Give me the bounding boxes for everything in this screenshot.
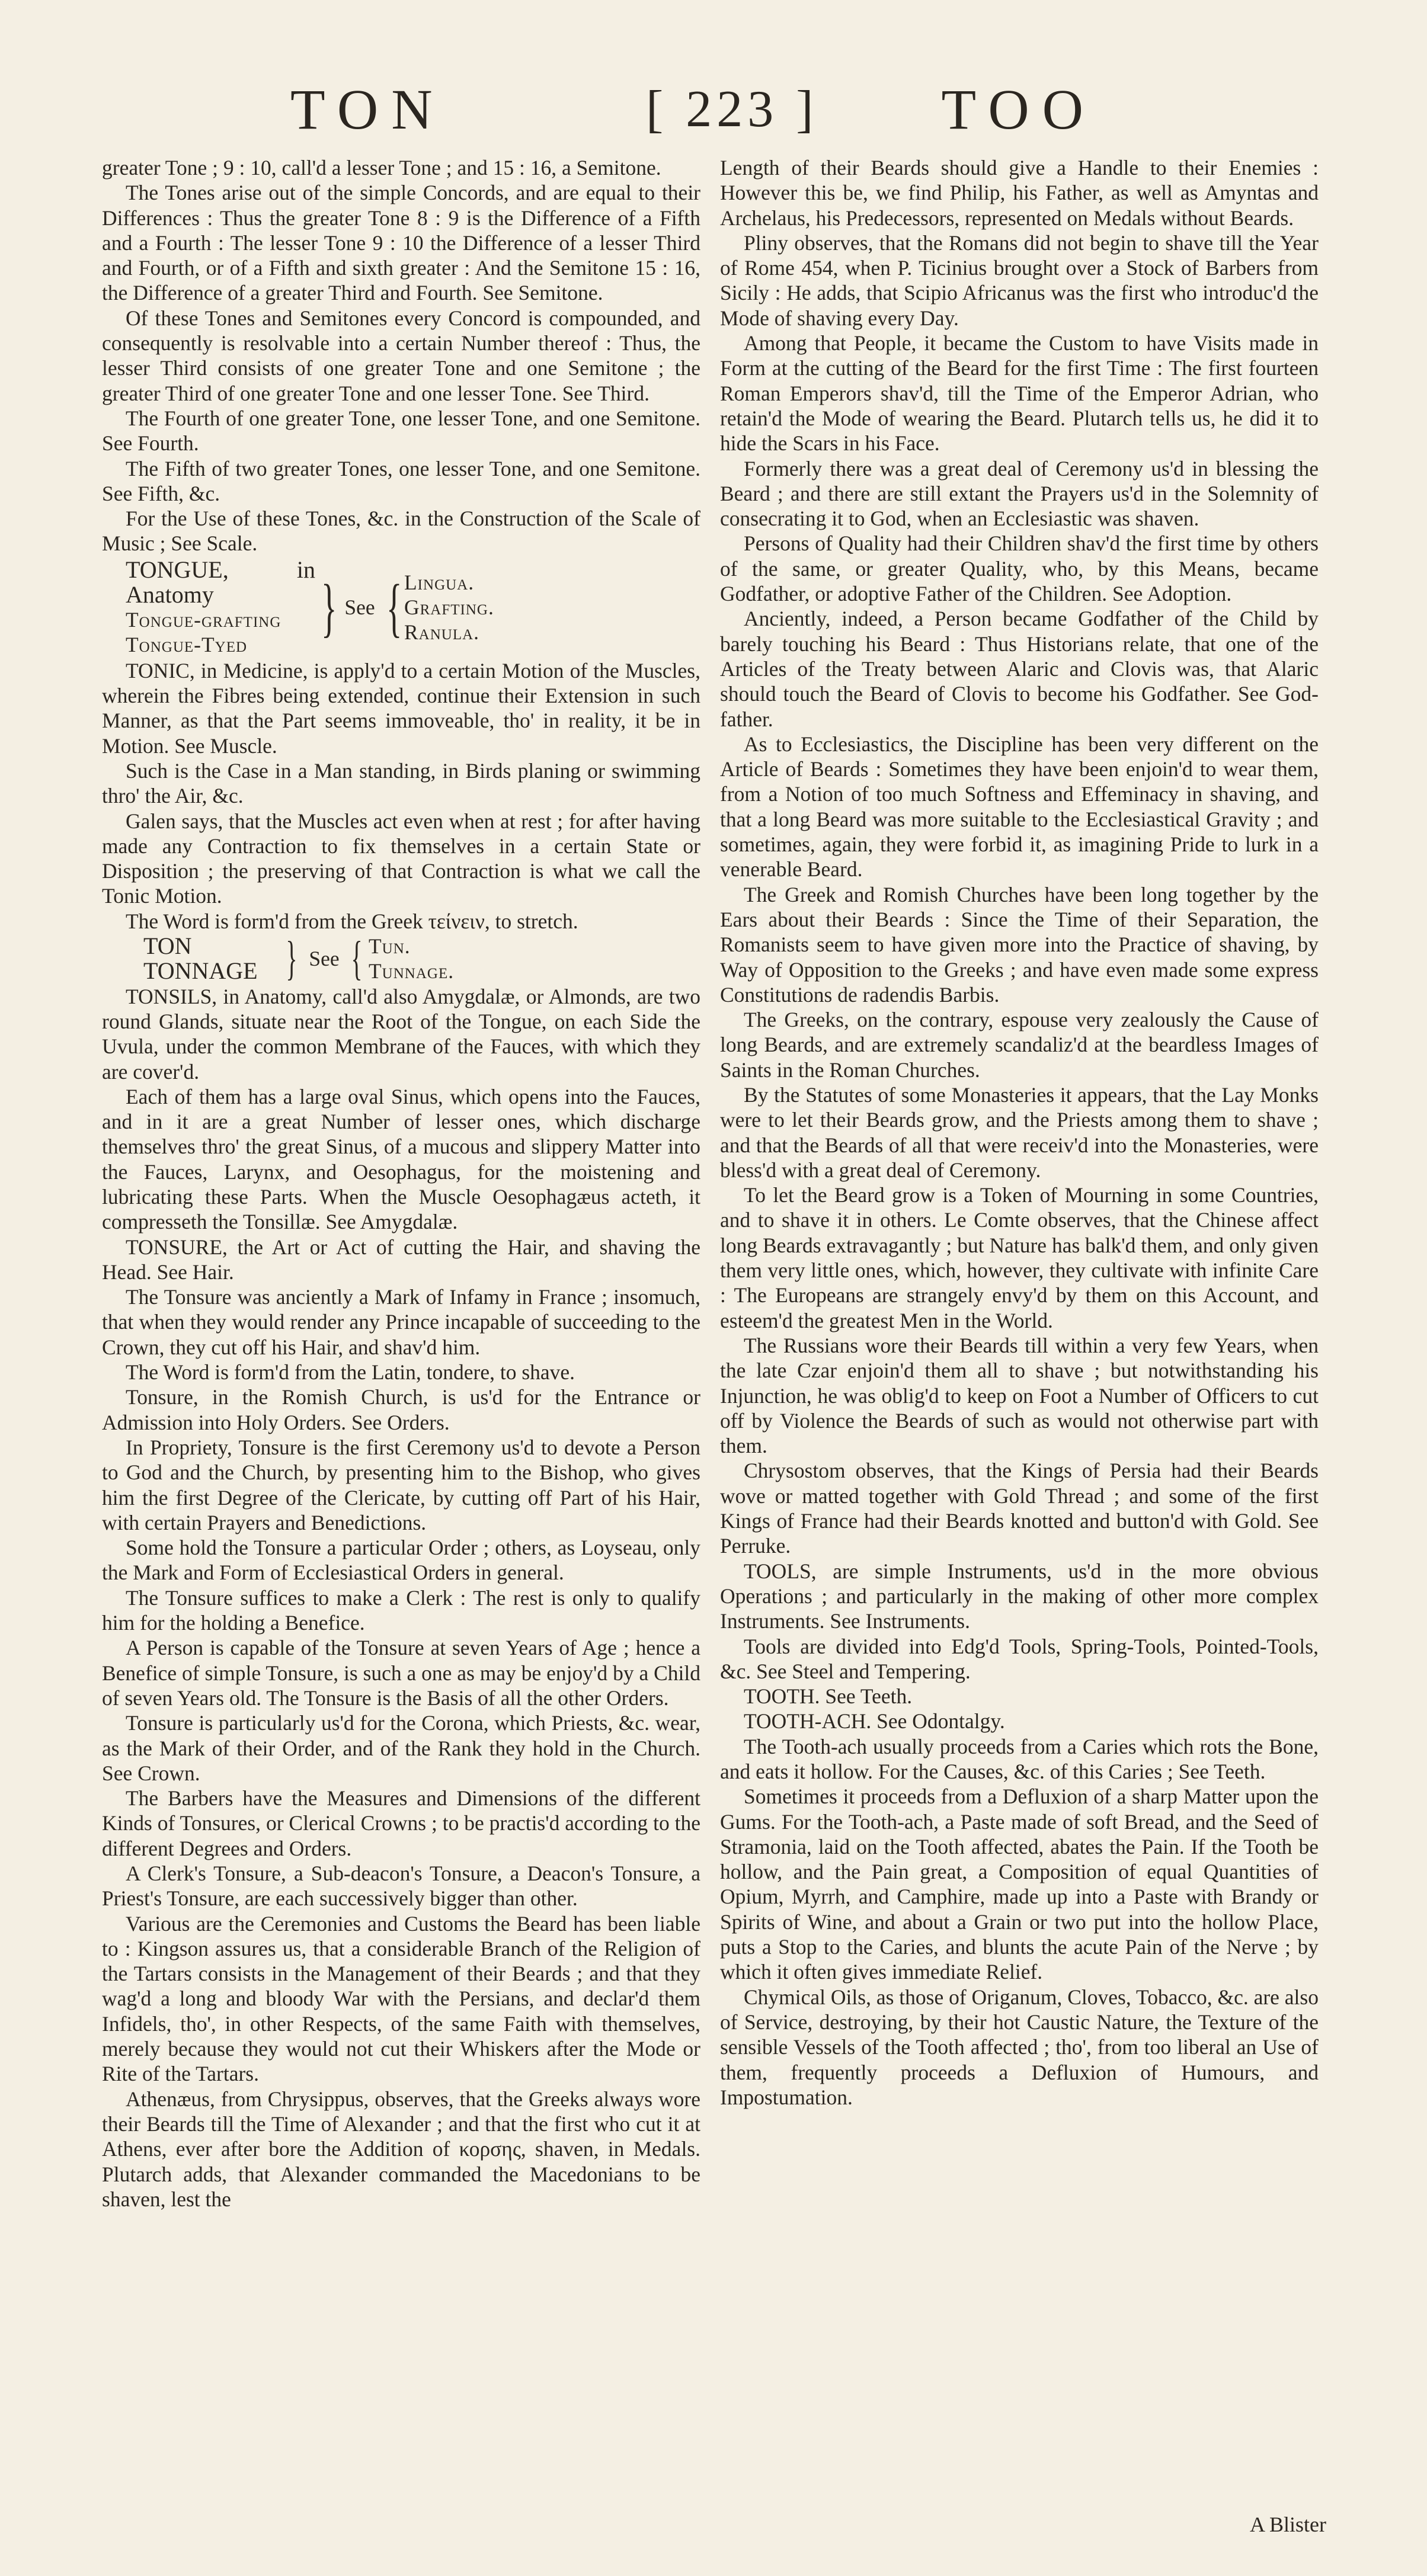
paragraph: Sometimes it proceeds from a Defluxion of a sharp Matter upon the Gums. For the Tooth-ach, a Paste made of soft Bread, and the Seed of Stramonia, laid on the Tooth affected, abates the Pain. If the Tooth be hollow, and the Pain great, a Composition of equal Quantities of Opium, Myrrh, and Camphire, made up into a Paste with Brandy or Spirits of Wine, and about a Grain or two put into the hollow Place, puts a Stop to the Caries, and blunts the acute Pain of the Nerve ; by which it often gives immediate Relief. xyxy=(720,1784,1319,1984)
left-brace-glyph: { xyxy=(386,571,402,643)
paragraph: Various are the Ceremonies and Customs the Beard has been liable to : Kingson assures us, that a considerable Branch of the Religion of the Tartars consists in the Management of their Beards ; and that they wag'd a long and bloody War with the Persians, and declar'd them Infidels, tho', in other Respects, of the same Faith with themselves, merely because they would not cut their Whiskers after the Mode or Rite of the Tartars. xyxy=(102,1911,700,2086)
paragraph: TOOLS, are simple Instruments, us'd in the more obvious Operations ; and particularly in the making of other more complex Instruments. See Instruments. xyxy=(720,1559,1319,1633)
paragraph: A Clerk's Tonsure, a Sub-deacon's Tonsure, a Deacon's Tonsure, a Priest's Tonsure, are each successively bigger than other. xyxy=(102,1861,700,1911)
paragraph: In Propriety, Tonsure is the first Ceremony us'd to devote a Person to God and the Church, by presenting him to the Bishop, who gives him the first Degree of the Clericate, by cutting off Part of his Hair, with certain Prayers and Benedictions. xyxy=(102,1435,700,1534)
paragraph: The Word is form'd from the Latin, tondere, to shave. xyxy=(126,1360,575,1385)
paragraph: Such is the Case in a Man standing, in Birds planing or swimming thro' the Air, &c. xyxy=(102,758,700,808)
paragraph: Tools are divided into Edg'd Tools, Spring-Tools, Pointed-Tools, &c. See Steel and Tempering. xyxy=(720,1634,1319,1683)
left-column xyxy=(102,155,700,2212)
see-label: See xyxy=(309,947,340,971)
brace-target: Ranula. xyxy=(404,620,480,644)
paragraph: TOOTH. See Teeth. xyxy=(744,1684,913,1709)
paragraph: Chymical Oils, as those of Origanum, Cloves, Tobacco, &c. are also of Service, destroying, by their hot Caustic Nature, the Texture of the sensible Vessels of the Tooth affected ; tho', from too liberal an Use of them, frequently proceeds a Defluxion of Humours, and Impostumation. xyxy=(720,1985,1319,2109)
paragraph: By the Statutes of some Monasteries it appears, that the Lay Monks were to let their Beards grow, and the Priests among them to shave ; and that the Beards of all that were receiv'd into the Monasteries, were bless'd with a great deal of Ceremony. xyxy=(720,1082,1319,1182)
brace-target: Tun. xyxy=(369,934,411,959)
paragraph: The Greeks, on the contrary, espouse very zealously the Cause of long Beards, and are extremely scandaliz'd at the beardless Images of Saints in the Roman Churches. xyxy=(720,1008,1319,1082)
paragraph: The Fifth of two greater Tones, one lesser Tone, and one Semitone. See Fifth, &c. xyxy=(102,456,700,505)
paragraph: Chrysostom observes, that the Kings of Persia had their Beards wove or matted together with Gold Thread ; and some of the first Kings of France had their Beards knotted and button'd with Gold. See Perruke. xyxy=(720,1459,1319,1558)
brace-entry: TONGUE, in Anatomy xyxy=(126,556,315,608)
paragraph: greater Tone ; 9 : 10, call'd a lesser Tone ; and 15 : 16, a Semitone. xyxy=(102,156,661,180)
brace-target: Tunnage. xyxy=(369,959,455,983)
paragraph: To let the Beard grow is a Token of Mourning in some Countries, and to shave it in others. Le Comte observes, that the Chinese affect long Beards extravagantly ; but Nature has balk'd them, and only given them very little ones, which, however, they cultivate with infinite Care : The Europeans are strangely envy'd by them on this Account, and esteem'd the greatest Men in the World. xyxy=(720,1183,1319,1332)
cross-reference-brace-tongue xyxy=(102,558,700,657)
running-head xyxy=(290,77,1096,154)
brace-target: Grafting. xyxy=(404,595,494,619)
catchword: A Blister xyxy=(1249,2513,1326,2536)
brace-entry: TONNAGE xyxy=(143,957,258,985)
paragraph: Athenæus, from Chrysippus, observes, that the Greeks always wore their Beards till the Time of Alexander ; and that the first who cut it at Athens, ever after bore the Addition of κορσης, shaven, in Medals. Plutarch adds, that Alexander commanded the Macedonians to be shaven, lest the xyxy=(102,2087,700,2211)
paragraph: TONIC, in Medicine, is apply'd to a certain Motion of the Muscles, wherein the Fibres being extended, continue their Extension in such Manner, as that the Part seems immoveable, tho' in reality, it be in Motion. See Muscle. xyxy=(102,658,700,758)
header-right-word: TOO xyxy=(941,78,1096,141)
see-label: See xyxy=(344,595,375,619)
paragraph: Tonsure is particularly us'd for the Corona, which Priests, &c. wear, as the Mark of their Order, and of the Rank they hold in the Church. See Crown. xyxy=(102,1711,700,1785)
paragraph: The Tones arise out of the simple Concords, and are equal to their Differences : Thus the greater Tone 8 : 9 is the Difference of a Fifth and a Fourth : The lesser Tone 9 : 10 the Difference of a lesser Third and Fourth, or of a Fifth and sixth greater : And the Semitone 15 : 16, the Difference of a greater Third and Fourth. See Semitone. xyxy=(102,181,700,305)
paragraph: Each of them has a large oval Sinus, which opens into the Fauces, and in it are a great Number of lesser ones, which discharge themselves thro' the great Sinus, of a mucous and slippery Matter into the Fauces, Larynx, and Oesophagus, for the moistening and lubricating these Parts. When the Muscle Oesophagæus acteth, it compresseth the Tonsillæ. See Amygdalæ. xyxy=(102,1084,700,1234)
cross-reference-brace-ton xyxy=(102,934,700,984)
left-brace-glyph: { xyxy=(351,933,363,985)
paragraph: Pliny observes, that the Romans did not begin to shave till the Year of Rome 454, when P. Ticinius brought over a Stock of Barbers from Sicily : He adds, that Scipio Africanus was the first who introduc'd the Mode of shaving every Day. xyxy=(720,230,1319,330)
brace-target: Lingua. xyxy=(404,570,475,594)
paragraph: Some hold the Tonsure a particular Order ; others, as Loyseau, only the Mark and Form of Ecclesiastical Orders in general. xyxy=(102,1536,700,1585)
paragraph: A Person is capable of the Tonsure at seven Years of Age ; hence a Benefice of simple Tonsure, is such a one as may be enjoy'd by a Child of seven Years old. The Tonsure is the Basis of all the other Orders. xyxy=(102,1636,700,1710)
right-column xyxy=(720,155,1319,2110)
paragraph: Anciently, indeed, a Person became Godfather of the Child by barely touching his Beard : Thus Historians relate, that one of the Articles of the Treaty between Alaric and Clovis was, that Alaric should touch the Beard of Clovis to become his Godfather. See God-father. xyxy=(720,607,1319,731)
paragraph: Formerly there was a great deal of Ceremony us'd in blessing the Beard ; and there are still extant the Prayers us'd in the Solemnity of consecrating it to God, when an Ecclesiastic was shaven. xyxy=(720,456,1319,531)
paragraph: TONSURE, the Art or Act of cutting the Hair, and shaving the Head. See Hair. xyxy=(102,1235,700,1284)
paragraph: The Russians wore their Beards till within a very few Years, when the late Czar enjoin'd them all to shave ; but notwithstanding his Injunction, he was oblig'd to keep on Foot a Number of Officers to cut off by Violence the Beards of such as would not otherwise part with them. xyxy=(720,1333,1319,1458)
paragraph: As to Ecclesiastics, the Discipline has been very different on the Article of Beards : Sometimes they have been enjoin'd to wear them, from a Notion of too much Softness and Effeminacy in shaving, and that a long Beard was more suitable to the Ecclesiastical Gravity ; and sometimes, again, they were forbid it, as imagining Pride to lurk in a venerable Beard. xyxy=(720,732,1319,882)
paragraph: Among that People, it became the Custom to have Visits made in Form at the cutting of the Beard for the first Time : The first fourteen Roman Emperors shav'd, till the Time of the Emperor Adrian, who retain'd the Mode of wearing the Beard. Plutarch tells us, he did it to hide the Scars in his Face. xyxy=(720,331,1319,456)
right-brace-glyph: } xyxy=(286,933,297,985)
right-brace-glyph: } xyxy=(321,571,337,643)
paragraph: For the Use of these Tones, &c. in the Construction of the Scale of Music ; See Scale. xyxy=(102,507,700,556)
paragraph: Persons of Quality had their Children shav'd the first time by others of the same, or greater Quality, who, by this Means, became Godfather, or adoptive Father of the Children. See Adoption. xyxy=(720,531,1319,606)
paragraph: Galen says, that the Muscles act even when at rest ; for after having made any Contraction to fix themselves in a certain State or Disposition ; the preserving of that Contraction is what we call the Tonic Motion. xyxy=(102,809,700,908)
paragraph: Length of their Beards should give a Handle to their Enemies : However this be, we find Philip, his Father, as well as Amyntas and Archelaus, his Predecessors, represented on Medals without Beards. xyxy=(720,156,1319,230)
paragraph: The Fourth of one greater Tone, one lesser Tone, and one Semitone. See Fourth. xyxy=(102,406,700,456)
paragraph: Tonsure, in the Romish Church, is us'd for the Entrance or Admission into Holy Orders. See Orders. xyxy=(102,1385,700,1434)
paragraph: The Tooth-ach usually proceeds from a Caries which rots the Bone, and eats it hollow. For the Causes, &c. of this Caries ; See Teeth. xyxy=(720,1734,1319,1783)
paragraph: The Greek and Romish Churches have been long together by the Ears about their Beards : Since the Time of their Separation, the Romanists seem to have given more into the Practice of shaving, by Way of Opposition to the Greeks ; and have even made some express Constitutions de radendis Barbis. xyxy=(720,882,1319,1007)
paragraph: Of these Tones and Semitones every Concord is compounded, and consequently is resolvable into a certain Number thereof : Thus, the lesser Third consists of one greater Tone and one Semitone ; the greater Third of one greater Tone and one lesser Tone. See Third. xyxy=(102,306,700,405)
paragraph: The Tonsure was anciently a Mark of Infamy in France ; insomuch, that when they would render any Prince incapable of succeeding to the Crown, they cut off his Hair, and shav'd him. xyxy=(102,1285,700,1359)
paragraph: TONSILS, in Anatomy, call'd also Amygdalæ, or Almonds, are two round Glands, situate near the Root of the Tongue, on each Side the Uvula, under the common Membrane of the Fauces, with which they are cover'd. xyxy=(102,984,700,1084)
paragraph: The Barbers have the Measures and Dimensions of the different Kinds of Tonsures, or Clerical Crowns ; to be practis'd according to the different Degrees and Orders. xyxy=(102,1786,700,1860)
brace-entry: TON xyxy=(143,933,192,960)
header-left-word: TON xyxy=(290,78,446,141)
paragraph: TOOTH-ACH. See Odontalgy. xyxy=(744,1709,1005,1734)
page-number: [ 223 ] xyxy=(646,81,818,138)
paragraph: The Word is form'd from the Greek τείνειν, to stretch. xyxy=(126,909,578,933)
brace-entry: Tongue-Tyed xyxy=(126,632,248,656)
brace-entry: Tongue-grafting xyxy=(126,607,281,632)
paragraph: The Tonsure suffices to make a Clerk : The rest is only to qualify him for the holding a Benefice. xyxy=(102,1585,700,1635)
